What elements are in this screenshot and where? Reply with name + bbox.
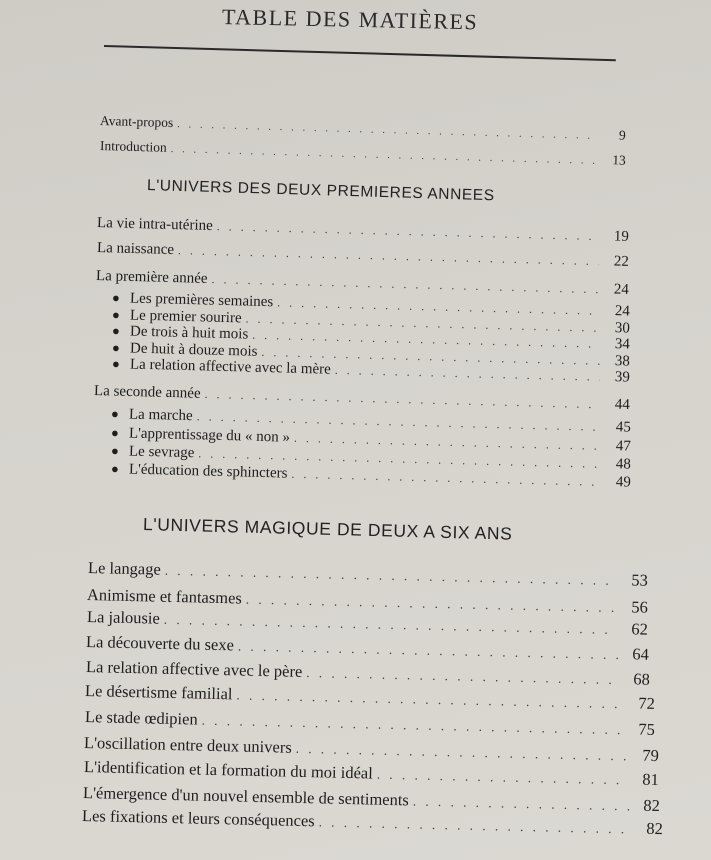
dot-leader — [201, 713, 625, 739]
entry-page: 44 — [614, 396, 631, 414]
entry-page: 81 — [642, 769, 660, 790]
entry-label: Le sevrage — [128, 443, 195, 462]
entry-page: 49 — [615, 474, 632, 491]
entry-page: 79 — [642, 745, 660, 766]
entry-label: La relation affective avec la mère — [129, 356, 332, 378]
entry-label: De trois à huit mois — [129, 323, 249, 343]
dot-leader — [164, 612, 618, 638]
bullet-icon: ● — [110, 461, 120, 477]
entry-label: L'identification et la formation du moi idéal — [83, 757, 374, 783]
entry-label: La jalousie — [86, 607, 161, 628]
entry-page: 68 — [633, 669, 651, 689]
entry-label: L'apprentissage du « non » — [128, 425, 291, 446]
dot-leader — [178, 243, 599, 269]
entry-label: De huit à douze mois — [129, 340, 258, 360]
bullet-icon: ● — [110, 425, 120, 441]
entry-page: 34 — [614, 336, 631, 353]
entry-page: 82 — [643, 795, 661, 816]
entry-label: L'oscillation entre deux univers — [83, 733, 292, 757]
entry-label: Les premières semaines — [129, 290, 274, 311]
section-heading: L'UNIVERS DES DEUX PREMIERES ANNEES — [146, 177, 495, 205]
entry-label: La première année — [95, 268, 208, 287]
page-title: TABLE DES MATIÈRES — [221, 4, 479, 35]
bullet-icon: ● — [111, 340, 121, 356]
entry-page: 62 — [631, 619, 649, 639]
dot-leader — [171, 143, 596, 167]
entry-label: Le premier sourire — [129, 307, 242, 327]
dot-leader — [236, 687, 625, 712]
toc-entry — [97, 240, 629, 271]
dot-leader — [319, 814, 634, 837]
dot-leader — [296, 741, 629, 765]
entry-label: La seconde année — [93, 383, 201, 402]
entry-page: 48 — [615, 456, 632, 473]
entry-label: Les fixations et leurs conséquences — [81, 806, 315, 831]
entry-page: 38 — [614, 353, 631, 370]
toc-entry — [88, 558, 648, 591]
entry-page: 19 — [613, 228, 630, 245]
bullet-icon: ● — [111, 307, 121, 323]
entry-label: L'éducation des sphincters — [128, 461, 288, 482]
entry-page: 53 — [631, 570, 649, 590]
toc-entry — [100, 113, 626, 144]
entry-page: 24 — [613, 281, 630, 298]
entry-page: 45 — [615, 419, 632, 436]
entry-page: 24 — [614, 303, 631, 320]
bullet-icon: ● — [111, 356, 121, 372]
entry-page: 82 — [646, 818, 664, 839]
dot-leader — [204, 387, 600, 412]
entry-label: La découverte du sexe — [85, 632, 235, 655]
entry-page: 47 — [615, 438, 632, 455]
bullet-icon: ● — [111, 323, 121, 339]
dot-leader — [306, 665, 620, 688]
entry-label: Le langage — [87, 558, 162, 579]
dot-leader — [165, 563, 618, 589]
section-heading: L'UNIVERS MAGIQUE DE DEUX A SIX ANS — [142, 514, 513, 544]
entry-page: 75 — [638, 719, 656, 739]
entry-page: 56 — [631, 597, 649, 617]
bullet-icon: ● — [110, 443, 120, 459]
entry-label: La marche — [128, 406, 193, 425]
entry-label: Introduction — [99, 138, 167, 155]
entry-label: L'émergence d'un nouvel ensemble de sentiments — [82, 783, 410, 810]
dot-leader — [177, 118, 596, 142]
title-rule — [104, 45, 616, 61]
entry-label: Le désertisme familial — [84, 681, 233, 704]
dot-leader — [217, 219, 599, 244]
entry-page: 72 — [638, 693, 656, 713]
dot-leader — [377, 767, 629, 789]
entry-label: La naissance — [96, 240, 175, 259]
dot-leader — [238, 638, 619, 663]
entry-page: 64 — [632, 644, 650, 664]
entry-label: La relation affective avec le père — [85, 657, 303, 681]
entry-label: Animisme et fantasmes — [86, 585, 243, 608]
entry-page: 13 — [612, 152, 627, 168]
entry-page: 9 — [618, 127, 627, 143]
entry-label: Le stade œdipien — [84, 707, 198, 729]
entry-label: Avant-propos — [99, 113, 174, 131]
bullet-icon: ● — [111, 290, 121, 306]
entry-page: 22 — [613, 253, 630, 270]
entry-page: 39 — [614, 369, 631, 386]
dot-leader — [413, 793, 630, 814]
bullet-icon: ● — [110, 406, 120, 422]
entry-page: 30 — [614, 320, 631, 337]
entry-label: La vie intra-utérine — [96, 215, 213, 235]
toc-entry — [100, 138, 626, 169]
